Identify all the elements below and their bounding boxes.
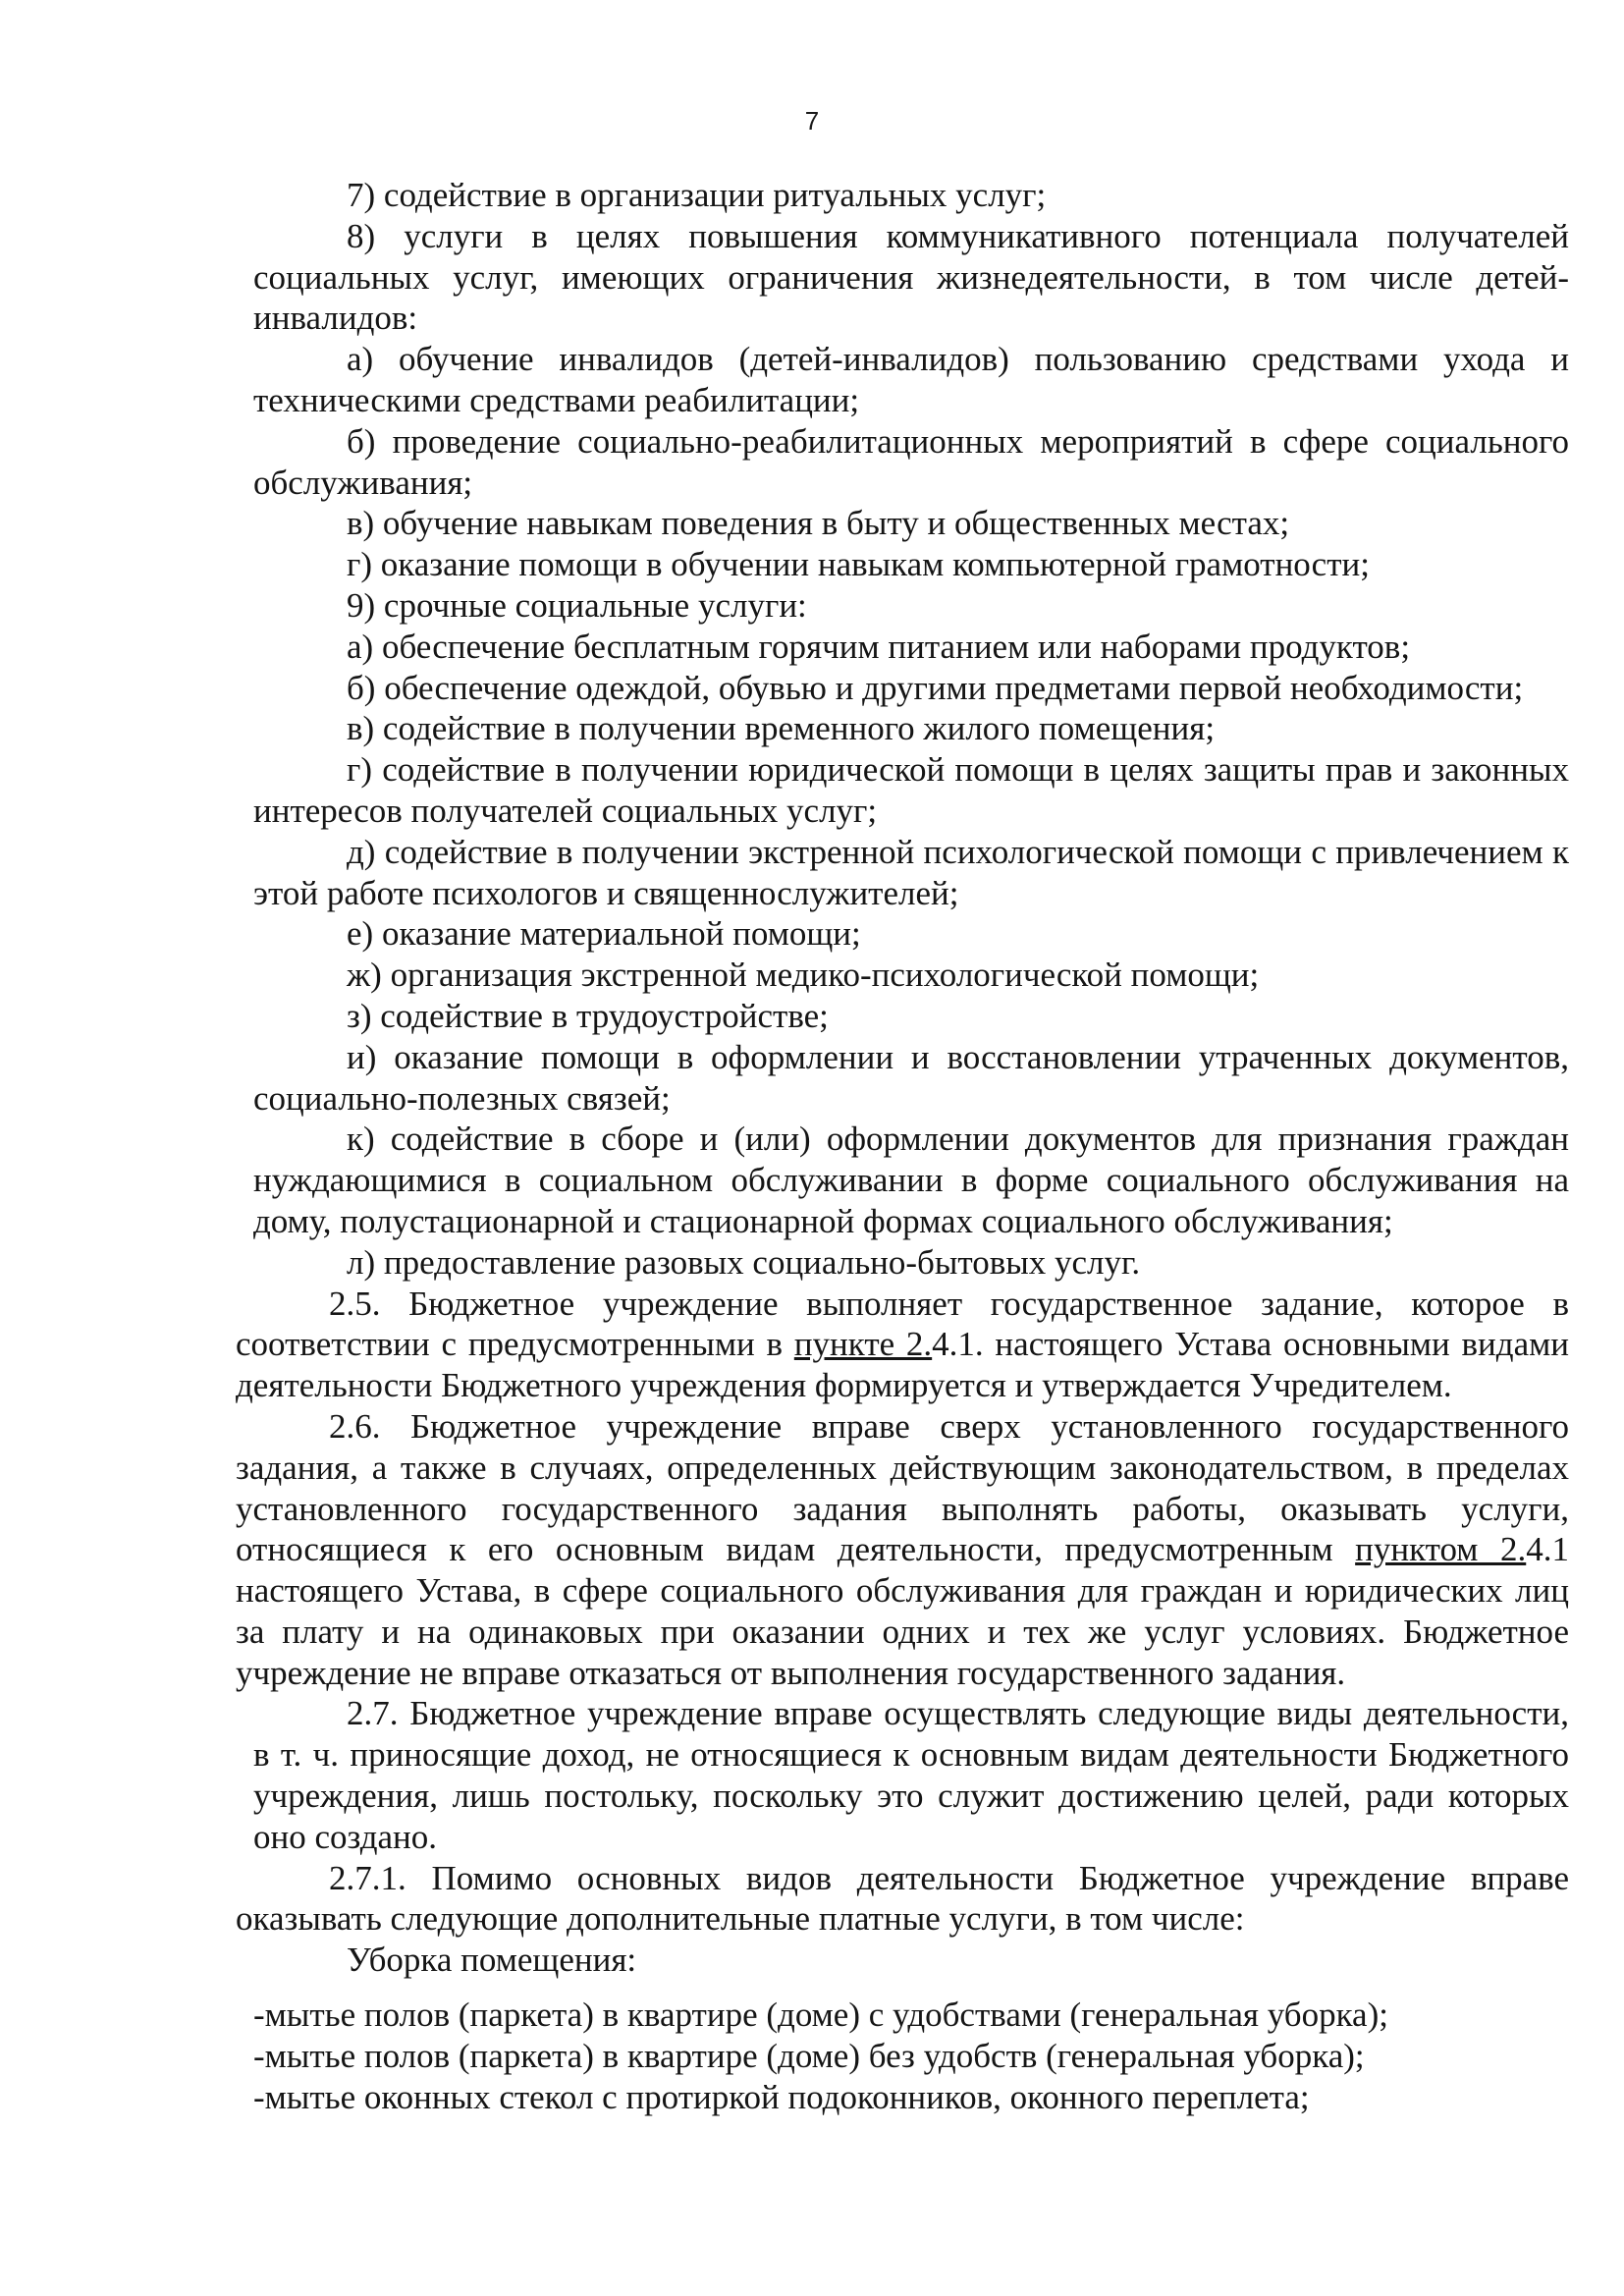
- paragraph: 9) срочные социальные услуги:: [347, 585, 807, 625]
- paragraph: г) содействие в получении юридической помощи в целях защиты прав и законных интересов получателей социальных услуг;: [253, 750, 1569, 830]
- paragraph: в) обучение навыкам поведения в быту и общественных местах;: [347, 504, 1290, 543]
- cleaning-item: -мытье полов (паркета) в квартире (доме) без удобств (генеральная уборка);: [253, 2036, 1365, 2075]
- section-2-6: [236, 1406, 1569, 1694]
- paragraph: а) обучение инвалидов (детей-инвалидов) пользованию средствами ухода и техническими средствами реабилитации;: [253, 340, 1569, 419]
- section-2-6-text-end: 4.1 настоящего Устава, в сфере социального обслуживания для граждан и юридических лиц за плату и на одинаковых при оказании одних и тех же услуг условиях. Бюджетное учреждение не вправе отказаться от выполнения государственного задания.: [236, 1530, 1569, 1692]
- paragraph: е) оказание материальной помощи;: [347, 914, 861, 954]
- section-2-7: 2.7. Бюджетное учреждение вправе осуществлять следующие виды деятельности, в т. ч. приносящие доход, не относящиеся к основным видам деятельности Бюджетного учреждения, лишь постольку, поскольку это служит достижению целей, ради которых оно создано.: [253, 1694, 1569, 1856]
- paragraph: л) предоставление разовых социально-бытовых услуг.: [347, 1242, 1141, 1282]
- section-2-6-link[interactable]: пунктом 2.: [1355, 1530, 1527, 1569]
- paragraph: з) содействие в трудоустройстве;: [347, 996, 829, 1035]
- section-2-5: [236, 1284, 1569, 1406]
- section-2-6-text: 2.6. Бюджетное учреждение вправе сверх установленного государственного задания, а также в случаях, определенных действующим законодательством, в пределах установленного государственного задания выполнять работы, оказывать услуги, относящиеся к его основным видам деятельности, предусмотренным: [236, 1406, 1569, 1569]
- section-2-5-text: 2.5. Бюджетное учреждение выполняет государственное задание, которое в соответствии с предусмотренными в: [236, 1284, 1569, 1364]
- paragraph: д) содействие в получении экстренной психологической помощи с привлечением к этой работе психологов и священнослужителей;: [253, 832, 1569, 912]
- paragraph: ж) организация экстренной медико-психологической помощи;: [347, 956, 1260, 995]
- paragraph: г) оказание помощи в обучении навыкам компьютерной грамотности;: [347, 545, 1370, 584]
- cleaning-item: -мытье оконных стекол с протиркой подоконников, оконного переплета;: [253, 2077, 1310, 2116]
- document-body: [236, 175, 1569, 2117]
- paragraph: б) обеспечение одеждой, обувью и другими предметами первой необходимости;: [347, 668, 1524, 707]
- section-2-5-link[interactable]: пункте 2.: [793, 1325, 933, 1364]
- paragraph: и) оказание помощи в оформлении и восстановлении утраченных документов, социально-полезных связей;: [253, 1037, 1569, 1118]
- section-2-5-text-end: 4.1. настоящего Устава основными видами деятельности Бюджетного учреждения формируется и утверждается Учредителем.: [236, 1325, 1569, 1405]
- paragraph: 8) услуги в целях повышения коммуникативного потенциала получателей социальных услуг, имеющих ограничения жизнедеятельности, в том числе детей-инвалидов:: [253, 216, 1569, 338]
- page-number: 7: [804, 106, 820, 136]
- paragraph: в) содействие в получении временного жилого помещения;: [347, 709, 1216, 748]
- paragraph: к) содействие в сборе и (или) оформлении документов для признания граждан нуждающимися в социальном обслуживании в форме социального обслуживания на дому, полустационарной и стационарной формах социального обслуживания;: [253, 1120, 1569, 1240]
- section-2-7-1: 2.7.1. Помимо основных видов деятельности Бюджетное учреждение вправе оказывать следующие дополнительные платные услуги, в том числе:: [236, 1858, 1569, 1939]
- cleaning-item: -мытье полов (паркета) в квартире (доме) с удобствами (генеральная уборка);: [253, 1995, 1388, 2035]
- paragraph: б) проведение социально-реабилитационных мероприятий в сфере социального обслуживания;: [253, 421, 1569, 502]
- paragraph: а) обеспечение бесплатным горячим питанием или наборами продуктов;: [347, 627, 1411, 666]
- cleaning-heading: Уборка помещения:: [347, 1941, 637, 1980]
- paragraph: 7) содействие в организации ритуальных услуг;: [347, 176, 1047, 214]
